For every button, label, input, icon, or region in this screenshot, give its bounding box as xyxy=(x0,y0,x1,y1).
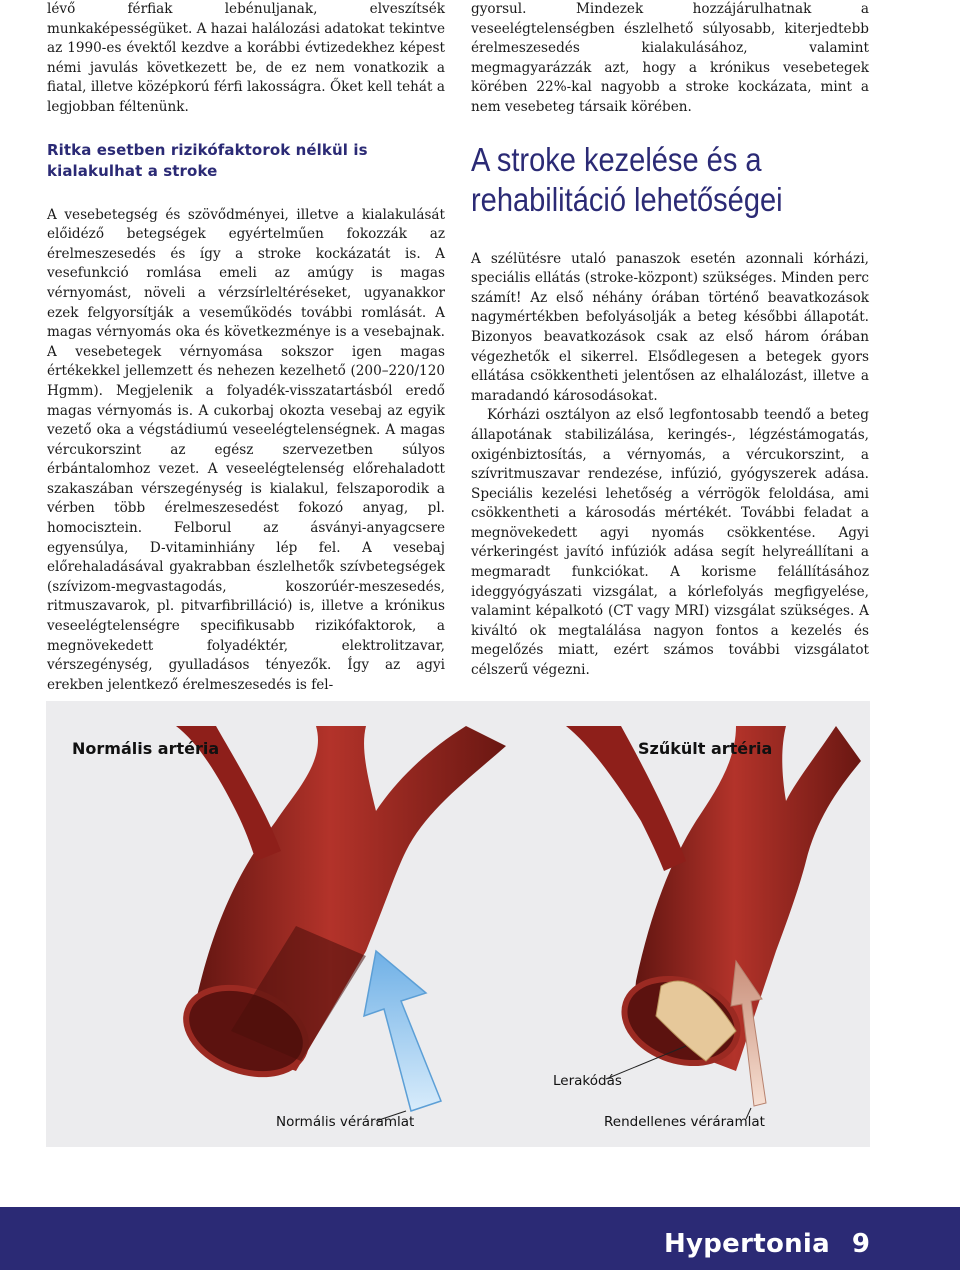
left-intro-paragraph xyxy=(47,0,445,118)
right-continuation-paragraph xyxy=(471,0,869,118)
label-narrowed-artery: Szűkült artéria xyxy=(638,739,773,758)
section-heading: A stroke kezelése és a rehabilitáció lehetőségei xyxy=(471,140,783,218)
page-footer xyxy=(0,1207,960,1270)
normal-artery xyxy=(174,726,506,1111)
treatment-paragraph-2: Kórházi osztályon az első legfontosabb teendő a beteg állapotának stabilizálása, keringés-, légzéstámogatás, oxigénbiztosítás, a vérnyomás, a vércukorszint, a szívritmuszavar rendezése, infúzió, gyógyszerek adása. Speciális kezelési lehetőség a vérrögök feloldása, ami csökkentheti a károsodás mértékét. További feladat a megnövekedett agyi nyomás csökkentése. Agyi vérkeringést javító infúziók adása segít helyreállítani a megmaradt funkciókat. A korisme felállításához ideggyógyászati vizsgálat, a kórlefolyás megfigyelése, valamint képalkotó (CT vagy MRI) vizsgálat szükséges. A kiváltó ok megtalálása nagyon fontos a kezelés és megelőzés miatt, ezért számos további vizsgálatot célszerű végezni. xyxy=(471,407,869,679)
left-column xyxy=(47,0,445,695)
normal-flow-arrow xyxy=(364,951,441,1111)
page-number: 9 xyxy=(851,1229,870,1259)
narrowed-artery xyxy=(566,726,861,1106)
caption-deposit: Lerakódás xyxy=(553,1073,622,1089)
artery-illustration xyxy=(46,701,870,1147)
treatment-text xyxy=(471,250,869,681)
caption-abnormal-flow: Rendellenes véráramlat xyxy=(604,1114,765,1130)
left-main-paragraph xyxy=(47,206,445,696)
artery-drawing xyxy=(46,701,870,1147)
right-column xyxy=(471,0,869,681)
treatment-paragraph-1: A szélütésre utaló panaszok esetén azonnali kórházi, speciális ellátás (stroke-központ) szükséges. Minden perc számít! Az első néhány órában történő beavatkozások nagymértékben befolyásolják a beteg későbbi állapotát. Bizonyos beavatkozások csak az első három órában végezhetők el sikerrel. Elsődlegesen a betegek gyors ellátása csökkentheti jelentősen az elhalálozást, illetve a maradandó károsodásokat. xyxy=(471,250,869,404)
section-subheading: Ritka esetben rizikófaktorok nélkül is kialakulhat a stroke xyxy=(47,140,368,180)
intro-text: lévő férfiak lebénuljanak, elveszítsék munkaképességüket. A hazai halálozási adatokat tekintve az 1990-es évektől kezdve a korábbi évtizedekhez képest némi javulás következett be, de ez nem vonatkozik a fiatal, illetve középkorú férfi lakosságra. Őket kell tehát a legjobban féltenünk. xyxy=(47,1,446,115)
footer-title: Hypertonia xyxy=(663,1229,830,1259)
label-normal-artery: Normális artéria xyxy=(72,739,220,758)
continuation-text: gyorsul. Mindezek hozzájárulhatnak a veseelégtelenségben észlelhető súlyosabb, kiterjedtebb érelmeszesedés kialakulásához, valamint megmagyarázzák azt, hogy a krónikus vesebetegek körében 22%-kal nagyobb a stroke kockázata, mint a nem vesebeteg társaik körében. xyxy=(471,1,869,115)
kidney-paragraph: A vesebetegség és szövődményei, illetve a kialakulását előidéző betegségek egyértelműen fokozzák az érelmeszesedés és így a stroke kockázatát is. A vesefunkció romlása emeli az amúgy is magas vérnyomást, növeli a vérzsírleltéréseket, ugyanakkor ezek felgyorsítják a veseműködés további romlását. A magas vérnyomás oka és következménye is a vesebajnak. A vesebetegek vérnyomása sokszor igen magas értékekkel jellemzett és nehezen kezelhető (200–220/120 Hgmm). Megjelenik a folyadék-visszatartásból eredő magas vérnyomás is. A cukorbaj okozta vesebaj az egyik vezető oka a végstádiumú veseelégtelenségnek. A magas vércukorszint az egész szervezetben súlyos érbántalomhoz vezet. A veseelégtelenség előrehaladott szakaszában vérszegénység is kialakul, felszaporodik a vérben több érelmeszesedést fokozó anyag, pl. homocisztein. Felborul az ásványi-anyagcsere egyensúlya, D-vitaminhiány lép fel. A vesebaj előrehaladásával gyakrabban észlelhetők szívbetegségek (szívizom-megvastagodás, koszorúér-meszesedés, ritmuszavarok, pl. pitvarfibrilláció) is, illetve a krónikus veseelégtelenségre specifikusabb rizikófaktorok, a megnövekedett folyadéktér, elektrolitzavar, vérszegénység, gyulladásos tényezők. Így az agyi erekben jelentkező érelmeszesedés is fel- xyxy=(47,206,445,693)
caption-normal-flow: Normális véráramlat xyxy=(276,1114,415,1130)
